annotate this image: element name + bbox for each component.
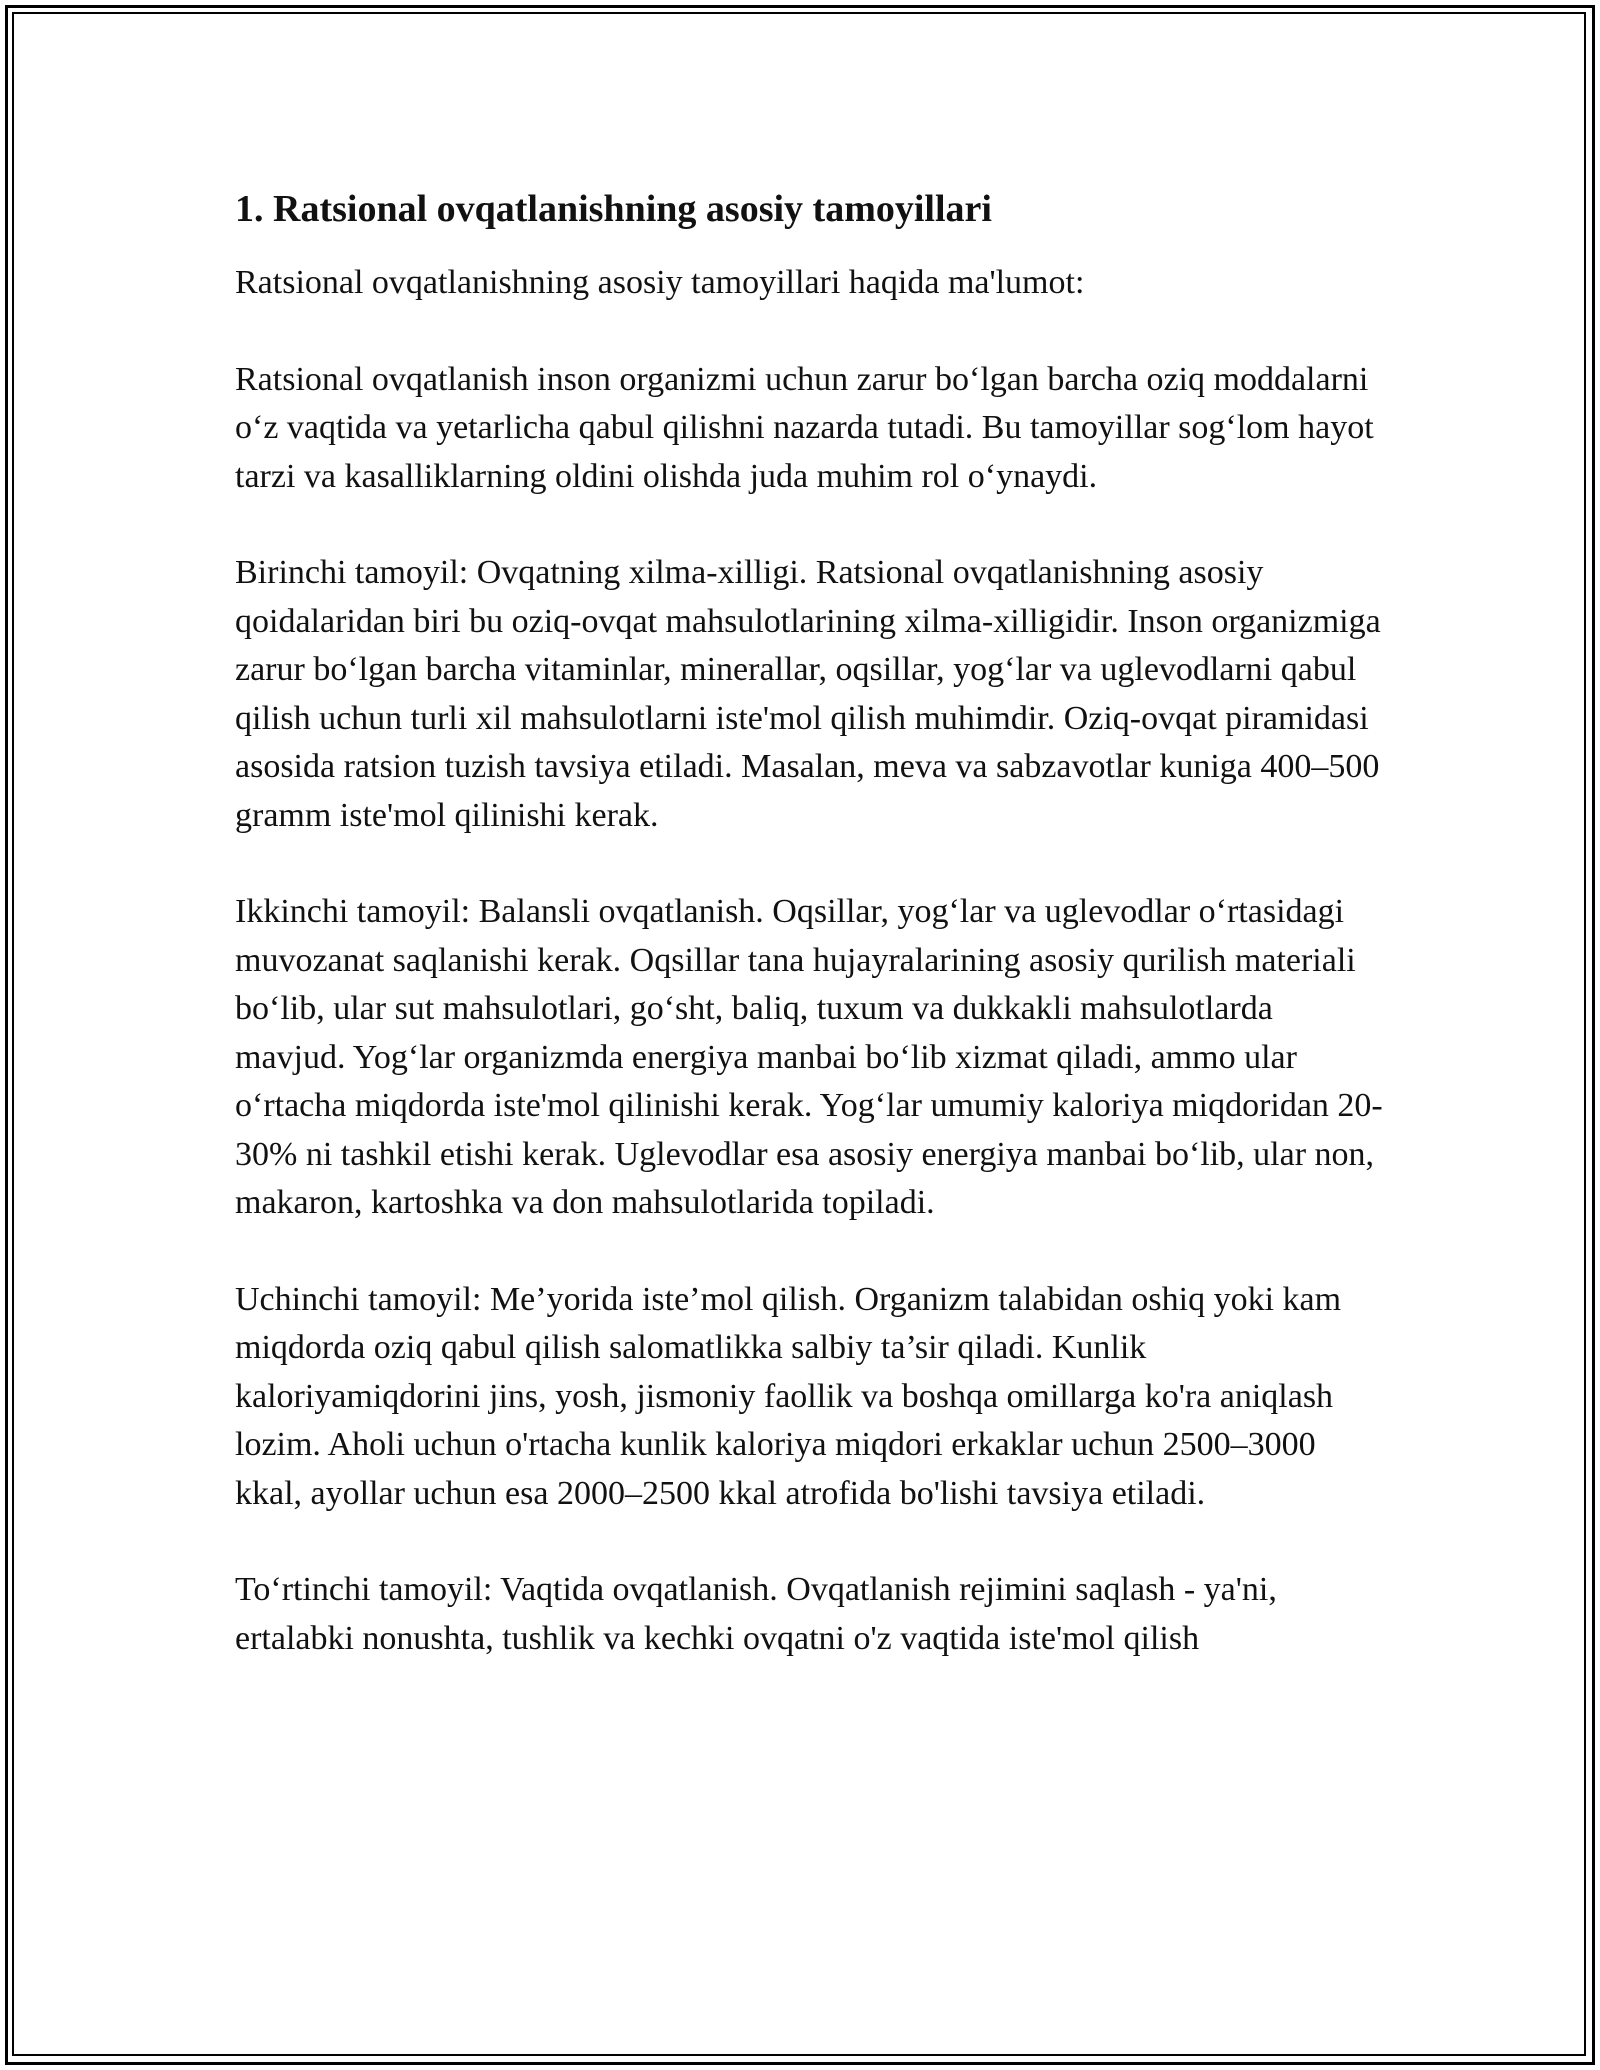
principle-1-paragraph: Birinchi tamoyil: Ovqatning xilma-xilligi. Ratsional ovqatlanishning asosiy qoidalaridan biri bu oziq-ovqat mahsulotlarining xilma-xilligidir. Inson organizmiga zarur boʻlgan barcha vitaminlar, minerallar, oqsillar, yogʻlar va uglevodlarni qabul qilish uchun turli xil mahsulotlarni iste'mol qilish muhimdir. Oziq-ovqat piramidasi asosida ratsion tuzish tavsiya etiladi. Masalan, meva va sabzavotlar kuniga 400–500 gramm iste'mol qilinishi kerak. — [235, 554, 1381, 834]
intro-paragraph: Ratsional ovqatlanishning asosiy tamoyillari haqida ma'lumot: — [235, 264, 1085, 302]
principle-3-paragraph: Uchinchi tamoyil: Me’yorida iste’mol qilish. Organizm talabidan oshiq yoki kam miqdorda oziq qabul qilish salomatlikka salbiy ta’sir qiladi. Kunlik kaloriyamiqdorini jins, yosh, jismoniy faollik va boshqa omillarga ko'ra aniqlash lozim. Aholi uchun o'rtacha kunlik kaloriya miqdori erkaklar uchun 2500–3000 kkal, ayollar uchun esa 2000–2500 kkal atrofida bo'lishi tavsiya etiladi. — [235, 1280, 1342, 1512]
document-body — [235, 185, 1385, 1711]
section-heading: 1. Ratsional ovqatlanishning asosiy tamoyillari — [235, 188, 992, 230]
definition-paragraph: Ratsional ovqatlanish inson organizmi uchun zarur boʻlgan barcha oziq moddalarni oʻz vaqtida va yetarlicha qabul qilishni nazarda tutadi. Bu tamoyillar sogʻlom hayot tarzi va kasalliklarning oldini olishda juda muhim rol oʻynaydi. — [235, 360, 1374, 495]
principle-4-paragraph: Toʻrtinchi tamoyil: Vaqtida ovqatlanish. Ovqatlanish rejimini saqlash - ya'ni, ertalabki nonushta, tushlik va kechki ovqatni o'z vaqtida iste'mol qilish — [235, 1571, 1277, 1657]
principle-2-paragraph: Ikkinchi tamoyil: Balansli ovqatlanish. Oqsillar, yogʻlar va uglevodlar oʻrtasidagi muvozanat saqlanishi kerak. Oqsillar tana hujayralarining asosiy qurilish materiali boʻlib, ular sut mahsulotlari, goʻsht, baliq, tuxum va dukkakli mahsulotlarda mavjud. Yogʻlar organizmda energiya manbai boʻlib xizmat qiladi, ammo ular oʻrtacha miqdorda iste'mol qilinishi kerak. Yogʻlar umumiy kaloriya miqdoridan 20-30% ni tashkil etishi kerak. Uglevodlar esa asosiy energiya manbai boʻlib, ular non, makaron, kartoshka va don mahsulotlarida topiladi. — [235, 893, 1383, 1222]
